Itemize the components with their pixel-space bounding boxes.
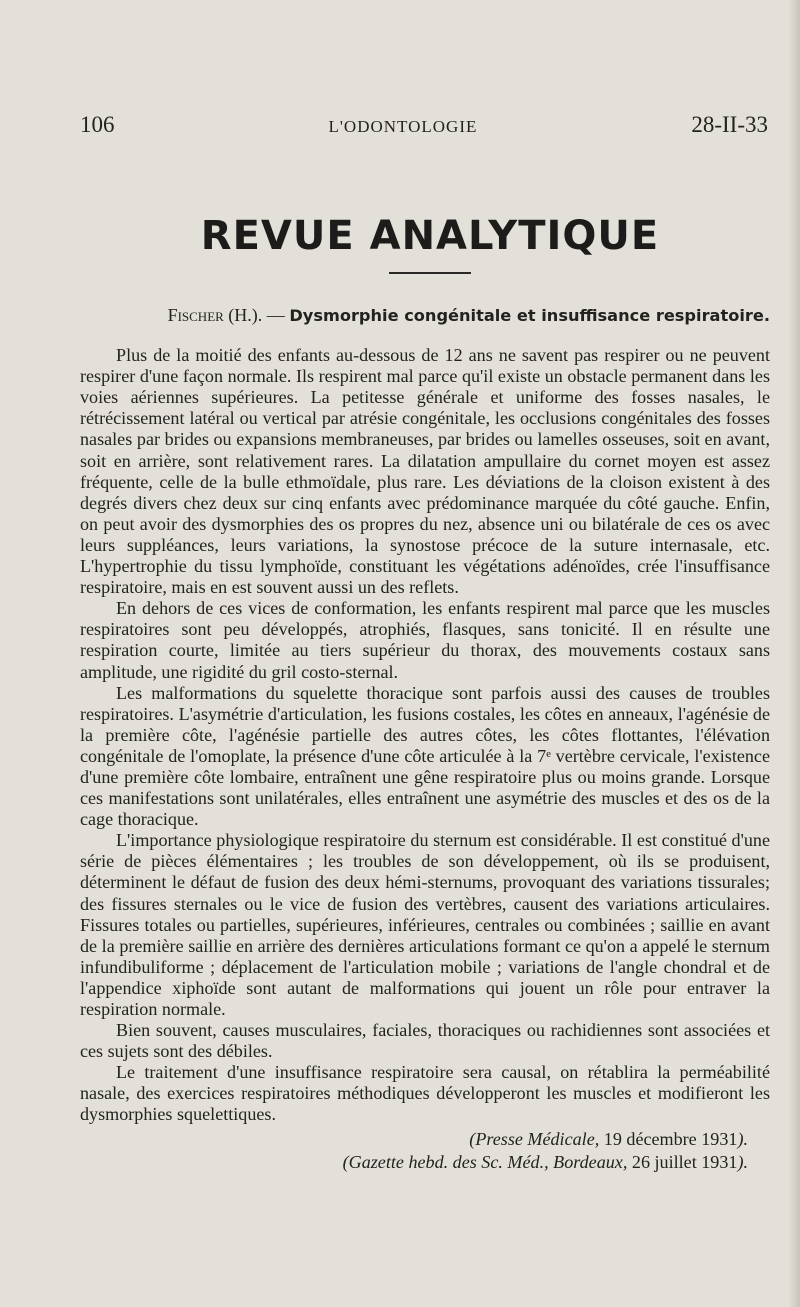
article-title: Dysmorphie congénitale et insuffisance respiratoire. bbox=[289, 306, 770, 325]
paragraph-4: L'importance physiologique respiratoire du sternum est considérable. Il est constitué d'une série de pièces élémentaires ; les troubles de son développement, où ils se produisent, déterminent le défaut de fusion des deux hémi-sternums, provoquant des variations tissurales; des fissures sternales ou le vice de fusion des vertèbres, causent des variations articulaires. Fissures totales ou partielles, supérieures, inférieures, centrales ou combinées ; saillie en avant de la première saillie en arrière des dernières articulations formant ce qu'on a appelé le sternum infundibuliforme ; déplacement de l'articulation mobile ; variations de l'angle chondral et de l'appendice xiphoïde sont autant de malformations qui jouent un rôle pour entraver la respiration normale. bbox=[80, 830, 770, 1019]
article-author: Fischer (H.). — bbox=[167, 305, 285, 325]
citation-1-journal: (Presse Médicale, bbox=[469, 1128, 600, 1149]
paragraph-3: Les malformations du squelette thoracique sont parfois aussi des causes de troubles respiratoires. L'asymétrie d'articulation, les fusions costales, les côtes en anneaux, l'agénésie de la première côte, l'agénésie partielle des autres côtes, les côtes flottantes, l'élévation congénitale de l'omoplate, la présence d'une côte articulée à la 7ᵉ vertèbre cervicale, l'existence d'une première côte lombaire, entraînent une gêne respiratoire plus ou moins grande. Lorsque ces manifestations sont unilatérales, elles entraînent une asymétrie des muscles et des os de la cage thoracique. bbox=[80, 682, 770, 830]
citation-1-close: ). bbox=[737, 1128, 748, 1149]
paragraph-5: Bien souvent, causes musculaires, faciales, thoraciques ou rachidiennes sont associées et ces sujets sont des débiles. bbox=[80, 1020, 770, 1062]
article-byline bbox=[80, 305, 770, 326]
section-title: REVUE ANALYTIQUE bbox=[200, 213, 660, 259]
paragraph-2: En dehors de ces vices de conformation, les enfants respirent mal parce que les muscles respiratoires sont peu développés, atrophiés, flasques, sans tonicité. Il en résulte une respiration courte, limitée au tiers supérieur du thorax, des mouvements costaux sans amplitude, une rigidité du gril costo-sternal. bbox=[80, 598, 770, 682]
citation-1 bbox=[80, 1128, 748, 1151]
page-edge-shadow bbox=[788, 0, 800, 1307]
article bbox=[80, 305, 770, 1174]
issue-date: 28-II-33 bbox=[691, 112, 768, 137]
citation-2-date: 26 juillet 1931 bbox=[631, 1151, 738, 1172]
journal-title: L'ODONTOLOGIE bbox=[328, 117, 478, 136]
running-header bbox=[80, 112, 768, 142]
paragraph-1: Plus de la moitié des enfants au-dessous de 12 ans ne savent pas respirer ou ne peuvent respirer d'une façon normale. Ils respirent mal parce qu'il existe un obstacle permanent dans les voies aériennes supérieures. La petitesse générale et uniforme des fosses nasales, le rétrécissement latéral ou vertical par atrésie congénitale, les occlusions congénitales des fosses nasales par brides ou expansions membraneuses, par brides ou lamelles osseuses, soit en avant, soit en arrière, sont relativement rares. La dilatation ampullaire du cornet moyen est assez fréquente, celle de la bulle ethmoïdale, plus rare. Les déviations de la cloison existent à des degrés divers chez deux sur cinq enfants avec prédominance marquée du côté gauche. Enfin, on peut avoir des dysmorphies des os propres du nez, absence uni ou bilatérale de ces os avec leurs suppléances, leurs variations, la synostose précoce de la suture internasale, etc. L'hypertrophie du tissu lymphoïde, constituant les végétations adénoïdes, crée l'insuffisance respiratoire, mais en est souvent aussi un des reflets. bbox=[80, 345, 770, 598]
citation-2-journal: (Gazette hebd. des Sc. Méd., Bordeaux, bbox=[342, 1151, 628, 1172]
title-divider bbox=[389, 272, 471, 274]
source-citations bbox=[80, 1128, 770, 1174]
page-number: 106 bbox=[80, 112, 115, 137]
citation-2-close: ). bbox=[737, 1151, 748, 1172]
citation-2 bbox=[80, 1151, 748, 1174]
citation-1-date: 19 décembre 1931 bbox=[603, 1128, 738, 1149]
paragraph-6: Le traitement d'une insuffisance respiratoire sera causal, on rétablira la perméabilité nasale, des exercices respiratoires méthodiques développeront les muscles et modifieront les dysmorphies squelettiques. bbox=[80, 1062, 770, 1125]
